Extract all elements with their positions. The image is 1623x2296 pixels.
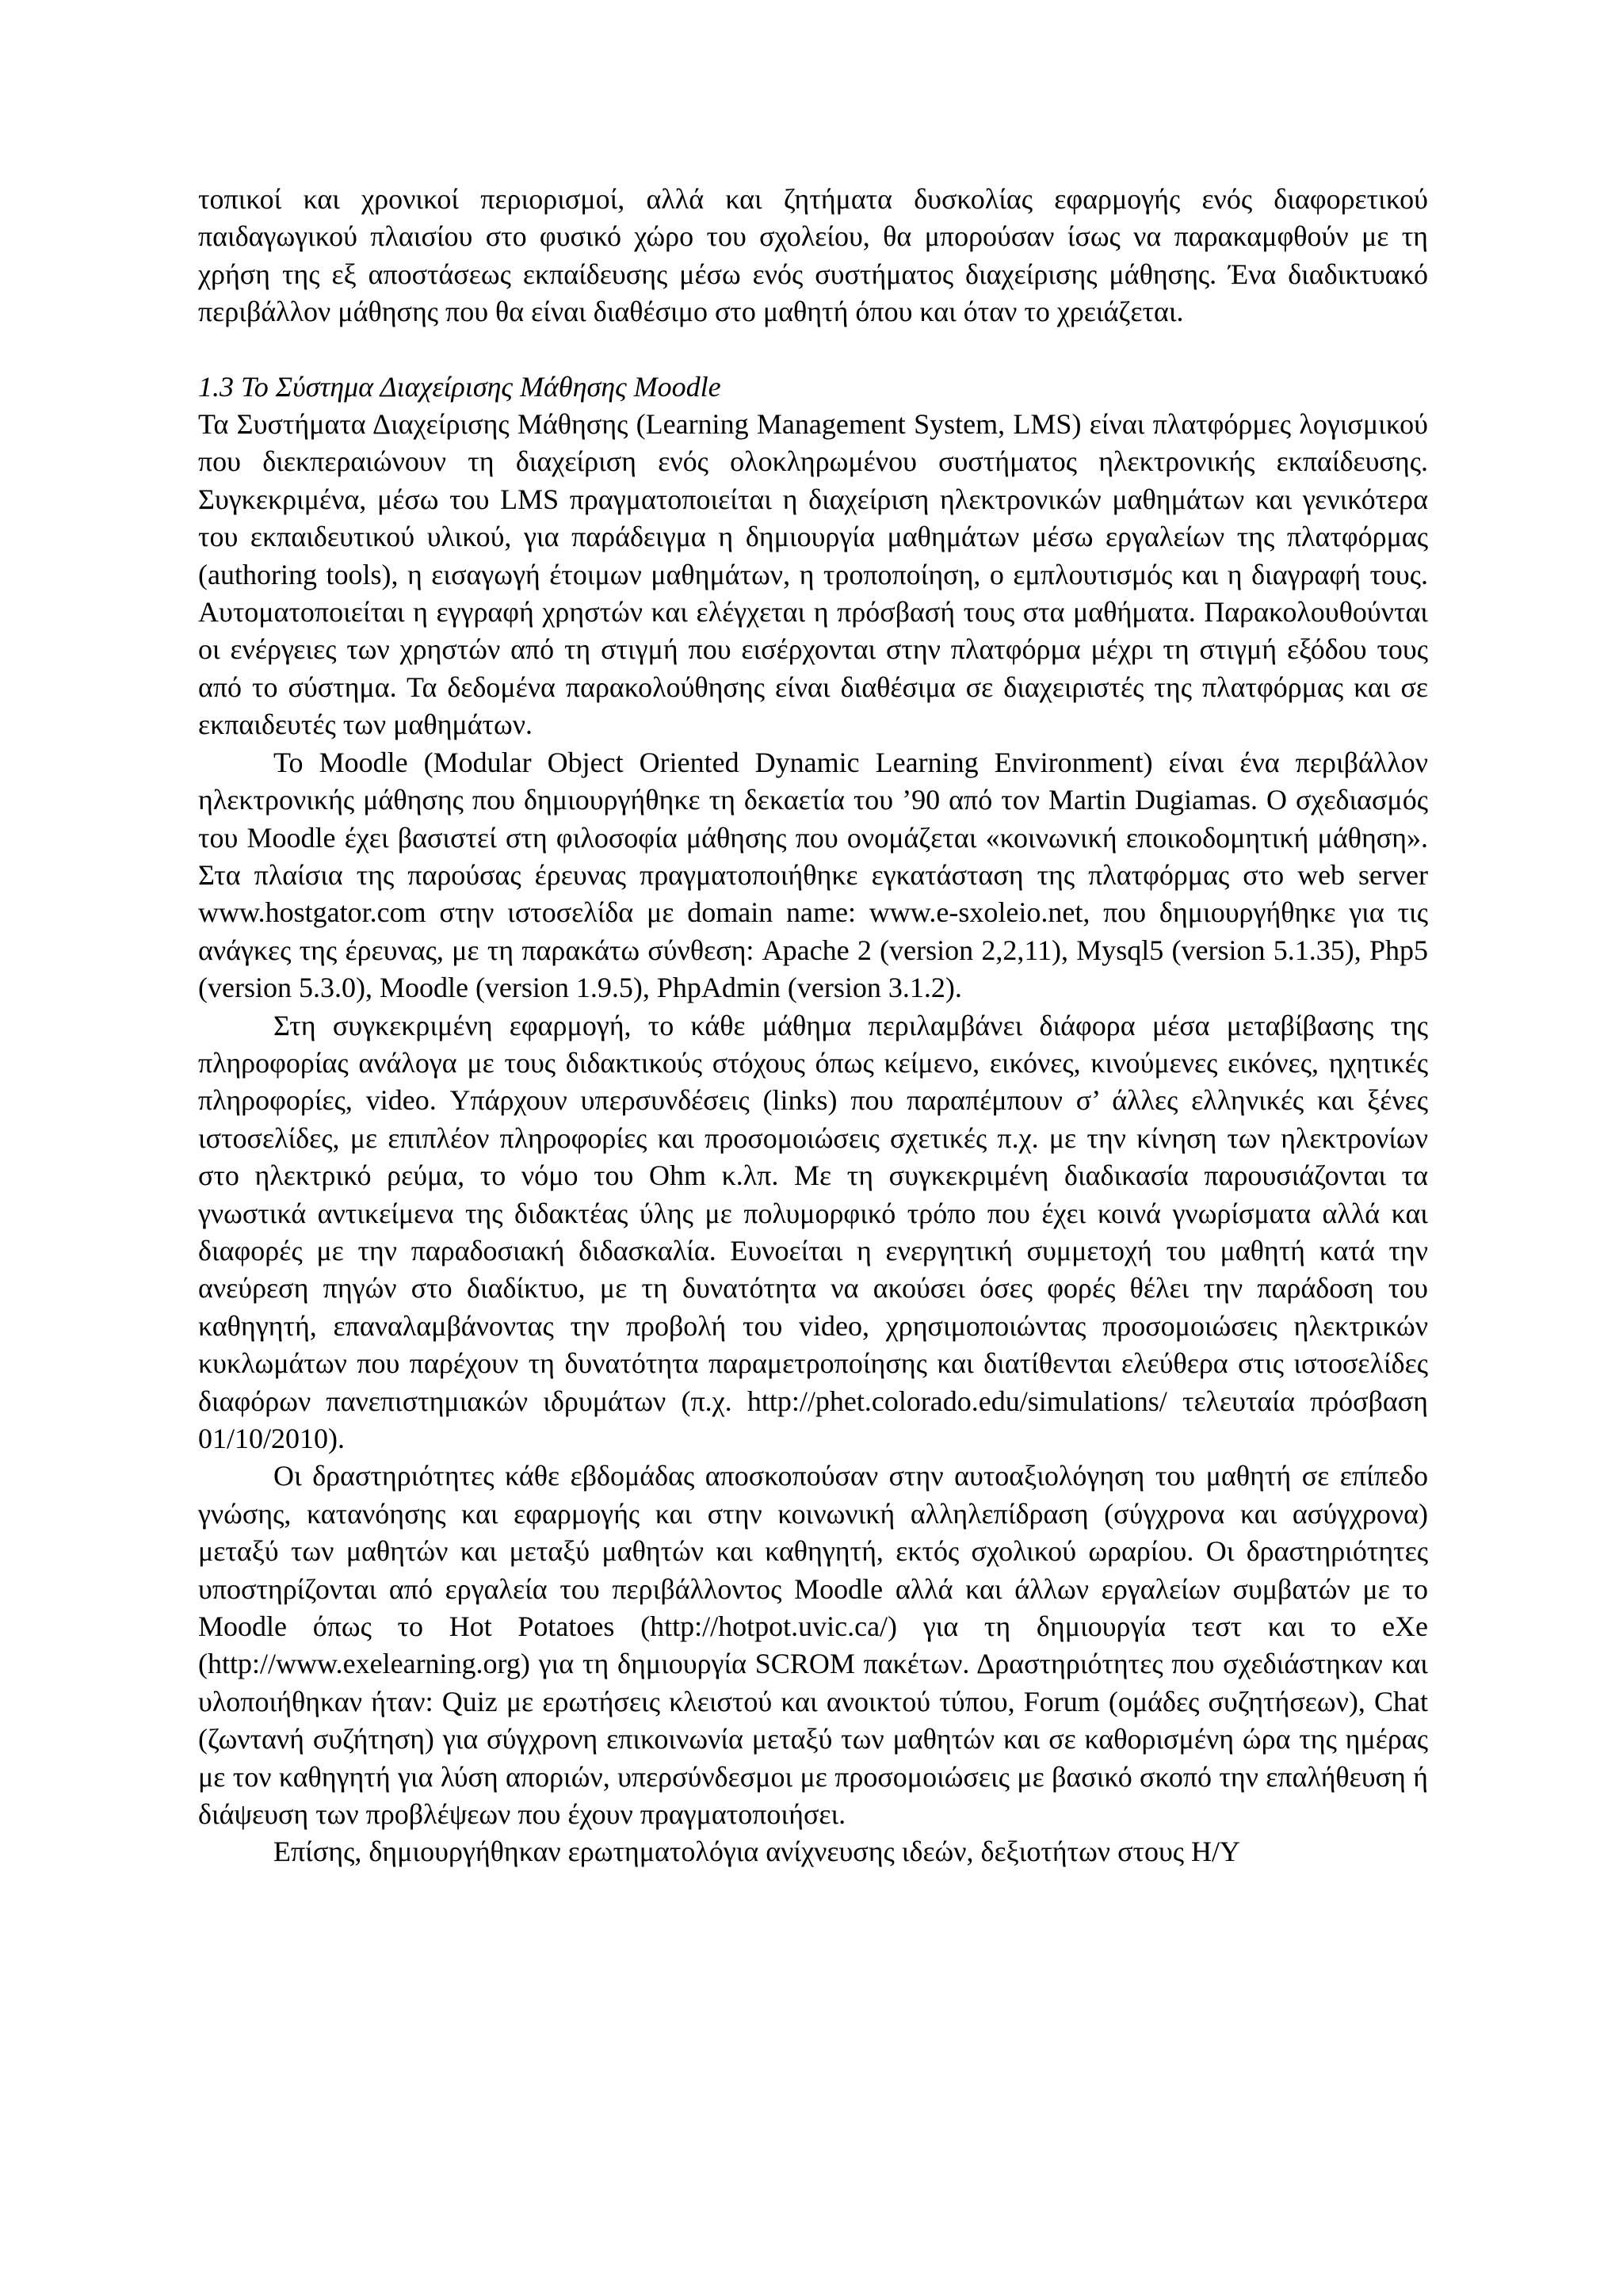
paragraph-intro: τοπικοί και χρονικοί περιορισμοί, αλλά και ζητήματα δυσκολίας εφαρμογής ενός διαφορετικού παιδαγωγικού πλαισίου στο φυσικό χώρο του σχολείου, θα μπορούσαν ίσως να παρακαμφθούν με τη χρήση της εξ αποστάσεως εκπαίδευσης μέσω ενός συστήματος διαχείρισης μάθησης. Ένα διαδικτυακό περιβάλλον μάθησης που θα είναι διαθέσιμο στο μαθητή όπου και όταν το χρειάζεται.	[198, 183, 1428, 328]
paragraph-final: Επίσης, δημιουργήθηκαν ερωτηματολόγια ανίχνευσης ιδεών, δεξιοτήτων στους Η/Υ	[273, 1836, 1241, 1868]
paragraph-moodle: Το Moodle (Modular Object Oriented Dynamic Learning Environment) είναι ένα περιβάλλον ηλεκτρονικής μάθησης που δημιουργήθηκε τη δεκαετία του ’90 από τον Martin Dugiamas. Ο σχεδιασμός του Moodle έχει βασιστεί στη φιλοσοφία μάθησης που ονομάζεται «κοινωνική εποικοδομητική μάθηση». Στα πλαίσια της παρούσας έρευνας πραγματοποιήθηκε εγκατάσταση της πλατφόρμας στο web server www.hostgator.com στην ιστοσελίδα με domain name: www.e-sxoleio.net, που δημιουργήθηκε για τις ανάγκες της έρευνας, με τη παρακάτω σύνθεση: Apache 2 (version 2,2,11), Mysql5 (version 5.1.35), Php5 (version 5.3.0), Moodle (version 1.9.5), PhpAdmin (version 3.1.2).	[198, 746, 1428, 1004]
paragraph-activities: Οι δραστηριότητες κάθε εβδομάδας αποσκοπούσαν στην αυτοαξιολόγηση του μαθητή σε επίπεδο γνώσης, κατανόησης και εφαρμογής και στην κοινωνική αλληλεπίδραση (σύγχρονα και ασύγχρονα) μεταξύ των μαθητών και μεταξύ μαθητών και καθηγητή, εκτός σχολικού ωραρίου. Οι δραστηριότητες υποστηρίζονται από εργαλεία του περιβάλλοντος Moodle αλλά και άλλων εργαλείων συμβατών με το Moodle όπως το Hot Potatoes (http://hotpot.uvic.ca/) για τη δημιουργία τεστ και το eXe (http://www.exelearning.org) για τη δημιουργία SCROM πακέτων. Δραστηριότητες που σχεδιάστηκαν και υλοποιήθηκαν ήταν: Quiz με ερωτήσεις κλειστού και ανοικτού τύπου, Forum (ομάδες συζητήσεων), Chat (ζωντανή συζήτηση) για σύγχρονη επικοινωνία μεταξύ των μαθητών και σε καθορισμένη ώρα της ημέρας με τον καθηγητή για λύση αποριών, υπερσύνδεσμοι με προσομοιώσεις με βασικό σκοπό την επαλήθευση ή διάψευση των προβλέψεων που έχουν πραγματοποιήσει.	[198, 1460, 1429, 1831]
paragraph-application: Στη συγκεκριμένη εφαρμογή, το κάθε μάθημα περιλαμβάνει διάφορα μέσα μεταβίβασης της πληροφορίας ανάλογα με τους διδακτικούς στόχους όπως κείμενο, εικόνες, κινούμενες εικόνες, ηχητικές πληροφορίες, video. Υπάρχουν υπερσυνδέσεις (links) που παραπέμπουν σ’ άλλες ελληνικές και ξένες ιστοσελίδες, με επιπλέον πληροφορίες και προσομοιώσεις σχετικές π.χ. με την κίνηση των ηλεκτρονίων στο ηλεκτρικό ρεύμα, το νόμο του Ohm κ.λπ. Με τη συγκεκριμένη διαδικασία παρουσιάζονται τα γνωστικά αντικείμενα της διδακτέας ύλης με πολυμορφικό τρόπο που έχει κοινά γνωρίσματα αλλά και διαφορές με την παραδοσιακή διδασκαλία. Ευνοείται η ενεργητική συμμετοχή του μαθητή κατά την ανεύρεση πηγών στο διαδίκτυο, με τη δυνατότητα να ακούσει όσες φορές θέλει την παράδοση του καθηγητή, επαναλαμβάνοντας την προβολή του video, χρησιμοποιώντας προσομοιώσεις ηλεκτρικών κυκλωμάτων που παρέχουν τη δυνατότητα παραμετροποίησης και διατίθενται ελεύθερα στις ιστοσελίδες διαφόρων πανεπιστημιακών ιδρυμάτων (π.χ. http://phet.colorado.edu/simulations/ τελευταία πρόσβαση 01/10/2010).	[198, 1009, 1428, 1454]
paragraph-lms: Τα Συστήματα Διαχείρισης Μάθησης (Learning Management System, LMS) είναι πλατφόρμες λογισμικού που διεκπεραιώνουν τη διαχείριση ενός ολοκληρωμένου συστήματος ηλεκτρονικής εκπαίδευσης. Συγκεκριμένα, μέσω του LMS πραγματοποιείται η διαχείριση ηλεκτρονικών μαθημάτων και γενικότερα του εκπαιδευτικού υλικού, για παράδειγμα η δημιουργία μαθημάτων μέσω εργαλείων της πλατφόρμας (authoring tools), η εισαγωγή έτοιμων μαθημάτων, η τροποποίηση, ο εμπλουτισμός και η διαγραφή τους. Αυτοματοποιείται η εγγραφή χρηστών και ελέγχεται η πρόσβασή τους στα μαθήματα. Παρακολουθούνται οι ενέργειες των χρηστών από τη στιγμή που εισέρχονται στην πλατφόρμα μέχρι τη στιγμή εξόδου τους από το σύστημα. Τα δεδομένα παρακολούθησης είναι διαθέσιμα σε διαχειριστές της πλατφόρμας και σε εκπαιδευτές των μαθημάτων.	[198, 408, 1428, 741]
document-page	[198, 181, 1428, 1871]
section-heading: 1.3 Το Σύστημα Διαχείρισης Μάθησης Moodle	[198, 370, 721, 403]
